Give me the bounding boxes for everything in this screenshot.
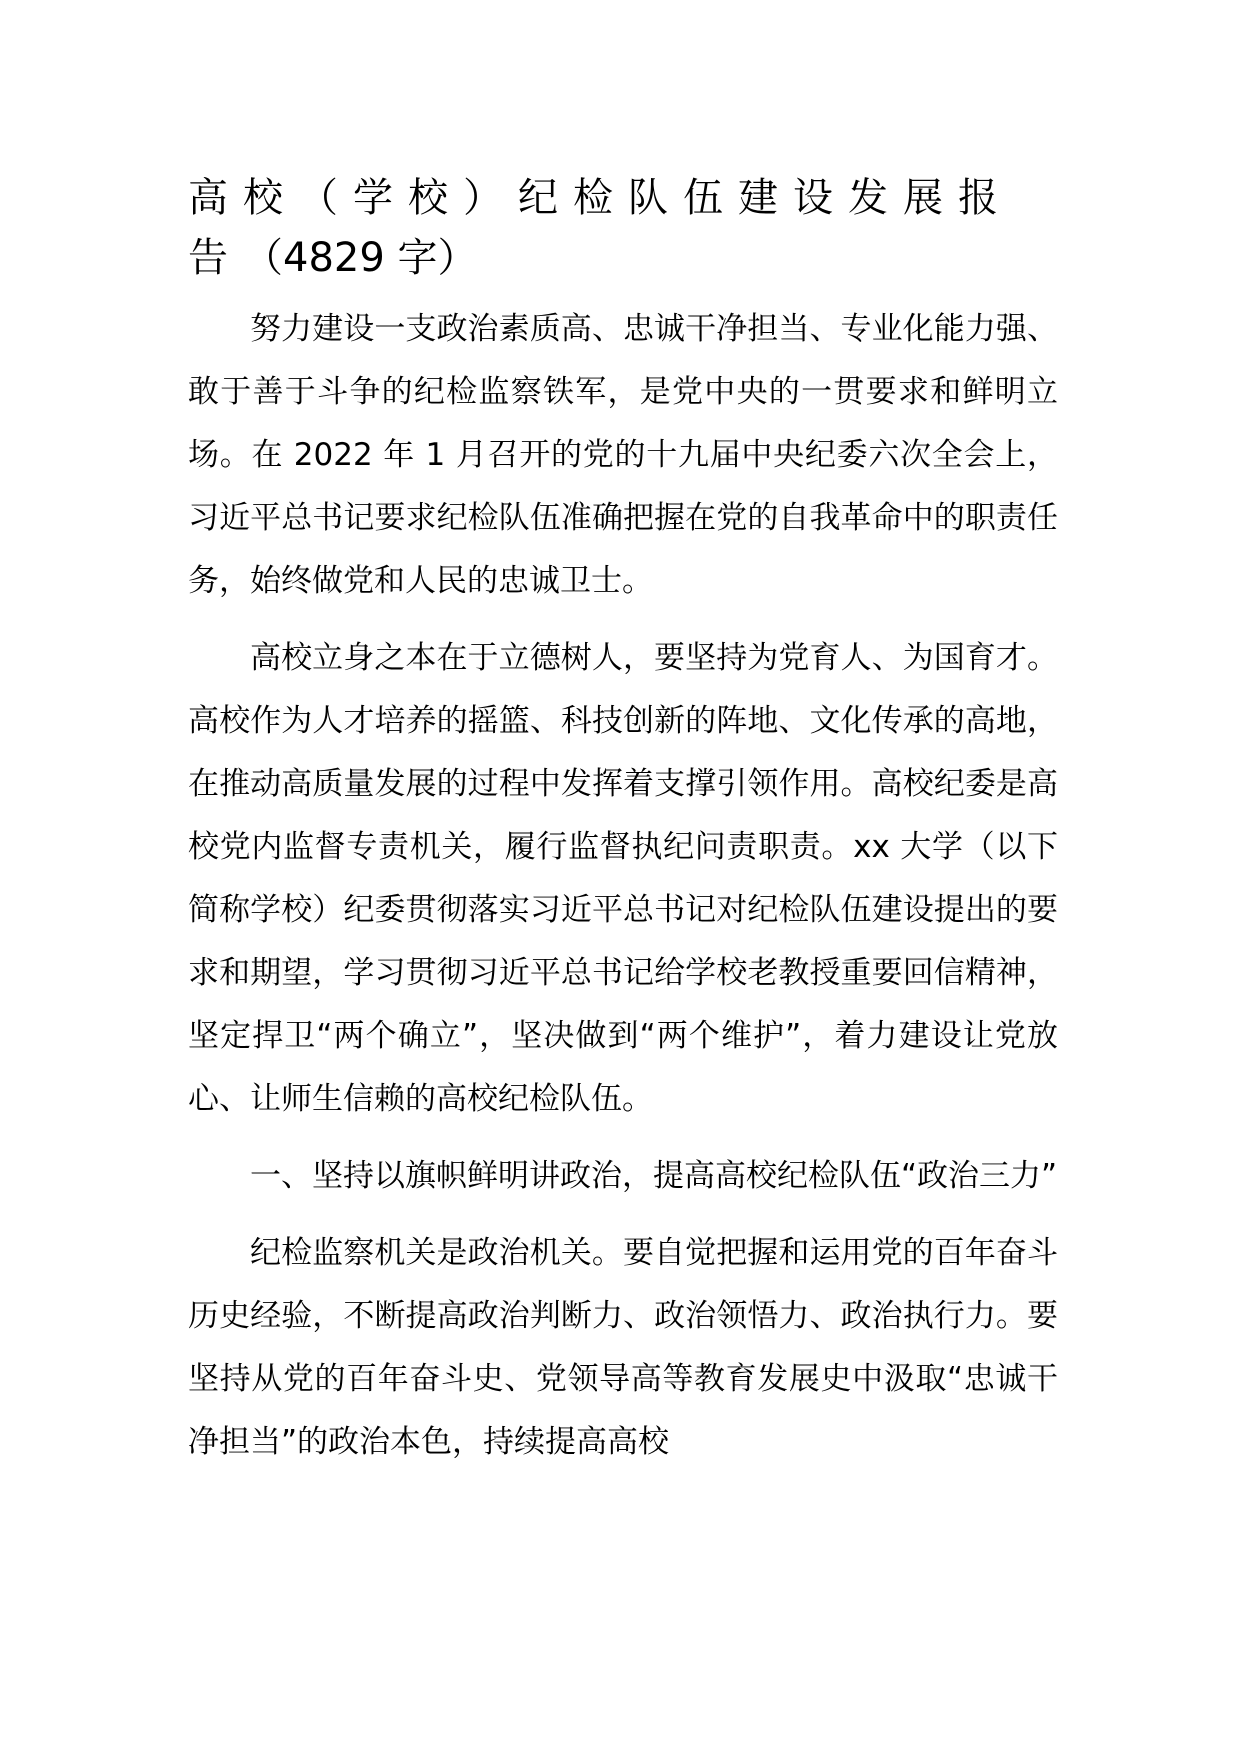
paragraph-political-organ: 纪检监察机关是政治机关。要自觉把握和运用党的百年奋斗历史经验，不断提高政治判断力、政治领悟力、政治执行力。要坚持从党的百年奋斗史、党领导高等教育发展史中汲取“忠诚干净担当”的政治本色，持续提高高校: [188, 1235, 1058, 1460]
document-page: [188, 168, 1058, 1474]
document-title: [188, 168, 1058, 288]
paragraph-university-role: 高校立身之本在于立德树人，要坚持为党育人、为国育才。高校作为人才培养的摇篮、科技创新的阵地、文化传承的高地，在推动高质量发展的过程中发挥着支撑引领作用。高校纪委是高校党内监督专责机关，履行监督执纪问责职责。xx 大学（以下简称学校）纪委贯彻落实习近平总书记对纪检队伍建设提出的要求和期望，学习贯彻习近平总书记给学校老教授重要回信精神，坚定捍卫“两个确立”，坚决做到“两个维护”，着力建设让党放心、让师生信赖的高校纪检队伍。: [188, 640, 1058, 1117]
title-word-count: （4829 字）: [243, 235, 478, 281]
section-heading-1: 一、坚持以旗帜鲜明讲政治，提高高校纪检队伍“政治三力”: [250, 1158, 1058, 1194]
paragraph-intro: 努力建设一支政治素质高、忠诚干净担当、专业化能力强、敢于善于斗争的纪检监察铁军，是党中央的一贯要求和鲜明立场。在 2022 年 1 月召开的党的十九届中央纪委六次全会上，习近平总书记要求纪检队伍准确把握在党的自我革命中的职责任务，始终做党和人民的忠诚卫士。: [188, 311, 1058, 599]
title-text: 高校（学校）纪检队伍建设发展报告: [188, 175, 1013, 281]
